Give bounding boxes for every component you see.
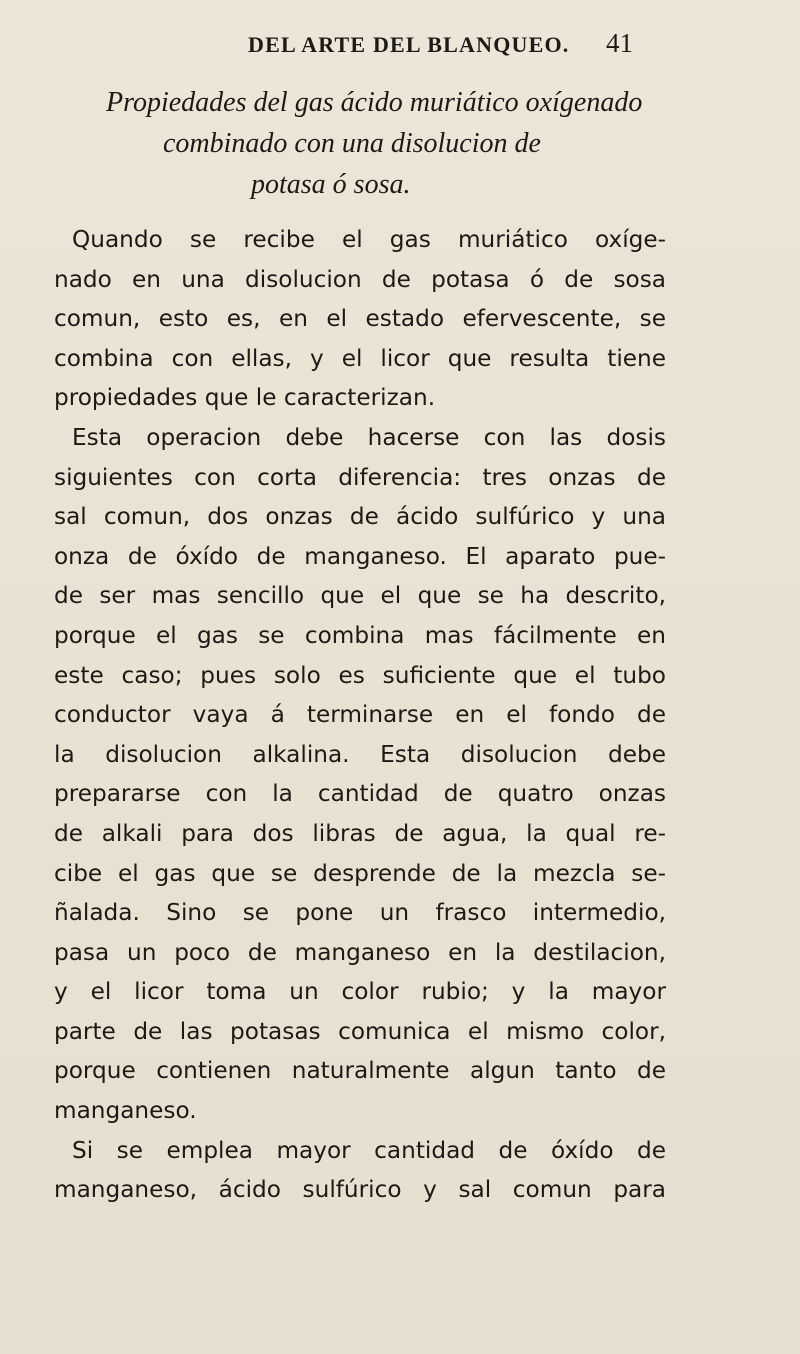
- paragraph-line: ñalada. Sino se pone un frasco intermedio,: [54, 899, 666, 927]
- paragraph-line: la disolucion alkalina. Esta disolucion debe: [54, 740, 666, 768]
- paragraph-line: Esta operacion debe hacerse con las dosis: [72, 423, 666, 451]
- running-title: DEL ARTE DEL BLANQUEO.: [248, 32, 570, 57]
- paragraph-line: nado en una disolucion de potasa ó de sosa: [54, 265, 666, 293]
- paragraph-line: manganeso, ácido sulfúrico y sal comun para: [54, 1176, 666, 1204]
- paragraph-line: porque el gas se combina mas fácilmente en: [54, 621, 666, 649]
- page-number: 41: [606, 28, 633, 58]
- section-title-line: combinado con una disolucion de: [163, 128, 541, 159]
- paragraph-line: pasa un poco de manganeso en la destilacion,: [54, 938, 666, 966]
- paragraph-line: sal comun, dos onzas de ácido sulfúrico y una: [54, 503, 666, 531]
- paragraph-line: de alkali para dos libras de agua, la qual re-: [54, 819, 666, 847]
- paragraph-line: manganeso.: [54, 1097, 197, 1125]
- paragraph-line: conductor vaya á terminarse en el fondo de: [54, 701, 666, 729]
- paragraph-line: de ser mas sencillo que el que se ha descrito,: [54, 582, 666, 610]
- paragraph-line: siguientes con corta diferencia: tres onzas de: [54, 463, 666, 491]
- paragraph-line: onza de óxído de manganeso. El aparato pue-: [54, 542, 666, 570]
- paragraph-line: y el licor toma un color rubio; y la mayor: [54, 978, 666, 1006]
- paragraph-line: propiedades que le caracterizan.: [54, 384, 436, 412]
- paragraph-line: prepararse con la cantidad de quatro onzas: [54, 780, 666, 808]
- paragraph-line: porque contienen naturalmente algun tanto de: [54, 1057, 666, 1085]
- paragraph-line: parte de las potasas comunica el mismo color,: [54, 1017, 666, 1045]
- section-title-line: Propiedades del gas ácido muriático oxígenado: [106, 87, 643, 118]
- paragraph-line: combina con ellas, y el licor que resulta tiene: [54, 344, 666, 372]
- paragraph-line: Quando se recibe el gas muriático oxíge-: [72, 226, 666, 253]
- paragraph-line: Si se emplea mayor cantidad de óxído de: [72, 1136, 666, 1164]
- section-title-line: potasa ó sosa.: [251, 169, 411, 200]
- paragraph-line: cibe el gas que se desprende de la mezcla se-: [54, 859, 666, 887]
- body-text: [54, 220, 666, 1210]
- running-head: [0, 30, 800, 66]
- paragraph-line: este caso; pues solo es suficiente que el tubo: [54, 661, 666, 689]
- paragraph-line: comun, esto es, en el estado efervescente, se: [54, 305, 666, 333]
